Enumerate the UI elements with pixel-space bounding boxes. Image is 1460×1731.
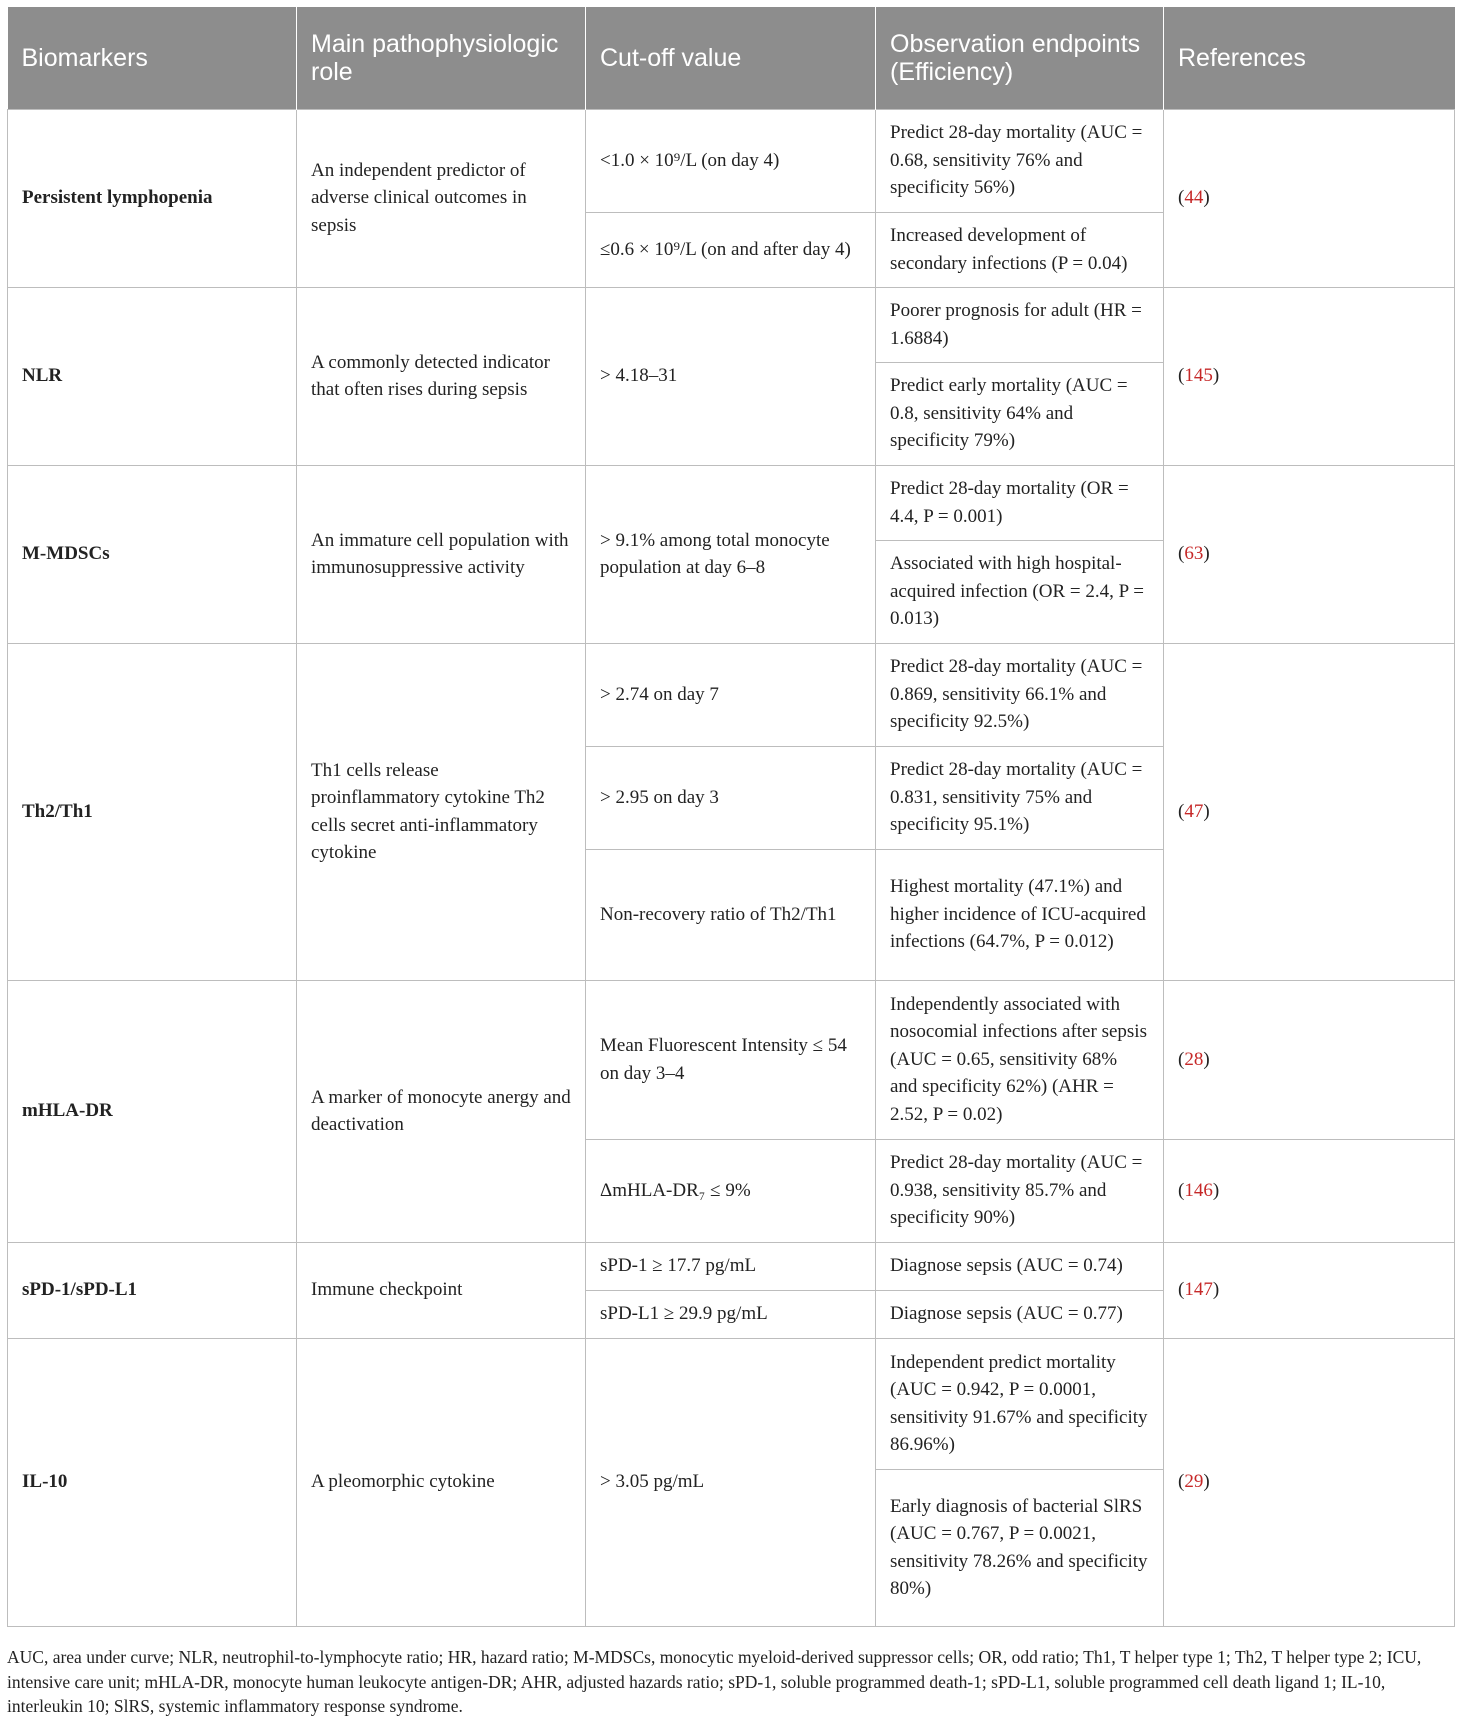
endpoint-cell: Predict 28-day mortality (AUC = 0.938, sensitivity 85.7% and specificity 90%) bbox=[876, 1139, 1164, 1242]
cutoff-cell: Non-recovery ratio of Th2/Th1 bbox=[586, 849, 876, 980]
biomarker-cell: Persistent lymphopenia bbox=[8, 109, 297, 287]
endpoint-cell: Predict 28-day mortality (OR = 4.4, P = 0.001) bbox=[876, 465, 1164, 540]
table-row bbox=[8, 465, 1455, 540]
role-cell: Th1 cells release proinflammatory cytokine Th2 cells secret anti-inflammatory cytokine bbox=[297, 643, 586, 980]
header-references: References bbox=[1164, 7, 1455, 109]
header-row bbox=[8, 7, 1455, 109]
role-cell: An immature cell population with immunosuppressive activity bbox=[297, 465, 586, 643]
endpoint-cell: Early diagnosis of bacterial SlRS (AUC = 0.767, P = 0.0021, sensitivity 78.26% and specificity 80%) bbox=[876, 1469, 1164, 1626]
biomarker-cell: Th2/Th1 bbox=[8, 643, 297, 980]
endpoint-cell: Increased development of secondary infections (P = 0.04) bbox=[876, 212, 1164, 287]
reference-cell: (44) bbox=[1164, 109, 1455, 287]
biomarker-table bbox=[7, 7, 1455, 1627]
cutoff-cell: > 9.1% among total monocyte population at day 6–8 bbox=[586, 465, 876, 643]
biomarker-cell: mHLA-DR bbox=[8, 980, 297, 1242]
reference-link[interactable]: 44 bbox=[1184, 187, 1204, 209]
reference-link[interactable]: 29 bbox=[1184, 1471, 1204, 1493]
cutoff-cell: > 2.74 on day 7 bbox=[586, 643, 876, 746]
biomarker-cell: M-MDSCs bbox=[8, 465, 297, 643]
reference-cell: (28) bbox=[1164, 980, 1455, 1139]
reference-cell: (29) bbox=[1164, 1338, 1455, 1626]
table-row bbox=[8, 1242, 1455, 1290]
endpoint-cell: Highest mortality (47.1%) and higher incidence of ICU-acquired infections (64.7%, P = 0.012) bbox=[876, 849, 1164, 980]
table-row bbox=[8, 643, 1455, 746]
role-cell: An independent predictor of adverse clinical outcomes in sepsis bbox=[297, 109, 586, 287]
reference-cell: (63) bbox=[1164, 465, 1455, 643]
cutoff-cell: ≤0.6 × 10⁹/L (on and after day 4) bbox=[586, 212, 876, 287]
endpoint-cell: Independently associated with nosocomial infections after sepsis (AUC = 0.65, sensitivity 68% and specificity 62%) (AHR = 2.52, P = 0.02) bbox=[876, 980, 1164, 1139]
biomarker-table-container bbox=[7, 7, 1454, 1627]
header-biomarkers: Biomarkers bbox=[8, 7, 297, 109]
endpoint-cell: Predict 28-day mortality (AUC = 0.68, sensitivity 76% and specificity 56%) bbox=[876, 109, 1164, 212]
table-row bbox=[8, 980, 1455, 1139]
endpoint-cell: Predict early mortality (AUC = 0.8, sensitivity 64% and specificity 79%) bbox=[876, 362, 1164, 465]
reference-link[interactable]: 146 bbox=[1184, 1179, 1213, 1201]
cutoff-cell: sPD-1 ≥ 17.7 pg/mL bbox=[586, 1242, 876, 1290]
reference-cell: (145) bbox=[1164, 287, 1455, 465]
biomarker-cell: IL-10 bbox=[8, 1338, 297, 1626]
cutoff-cell: > 4.18–31 bbox=[586, 287, 876, 465]
cutoff-cell: > 3.05 pg/mL bbox=[586, 1338, 876, 1626]
endpoint-cell: Poorer prognosis for adult (HR = 1.6884) bbox=[876, 287, 1164, 362]
role-cell: Immune checkpoint bbox=[297, 1242, 586, 1338]
endpoint-cell: Independent predict mortality (AUC = 0.942, P = 0.0001, sensitivity 91.67% and specificity 86.96%) bbox=[876, 1338, 1164, 1469]
reference-link[interactable]: 147 bbox=[1184, 1279, 1213, 1301]
cutoff-cell: <1.0 × 10⁹/L (on day 4) bbox=[586, 109, 876, 212]
cutoff-cell: sPD-L1 ≥ 29.9 pg/mL bbox=[586, 1290, 876, 1338]
header-endpoints: Observation endpoints (Efficiency) bbox=[876, 7, 1164, 109]
endpoint-cell: Predict 28-day mortality (AUC = 0.869, sensitivity 66.1% and specificity 92.5%) bbox=[876, 643, 1164, 746]
cutoff-cell: > 2.95 on day 3 bbox=[586, 746, 876, 849]
reference-link[interactable]: 145 bbox=[1184, 365, 1213, 387]
role-cell: A commonly detected indicator that often rises during sepsis bbox=[297, 287, 586, 465]
reference-link[interactable]: 63 bbox=[1184, 543, 1204, 565]
table-row bbox=[8, 287, 1455, 362]
biomarker-cell: NLR bbox=[8, 287, 297, 465]
cutoff-cell: ΔmHLA-DR₇ ≤ 9% bbox=[586, 1139, 876, 1242]
cutoff-cell: Mean Fluorescent Intensity ≤ 54 on day 3–4 bbox=[586, 980, 876, 1139]
table-footnote: AUC, area under curve; NLR, neutrophil-to-lymphocyte ratio; HR, hazard ratio; M-MDSCs, monocytic myeloid-derived suppressor cells; OR, odd ratio; Th1, T helper type 1; Th2, T helper type 2; ICU, intensive care unit; mHLA-DR, monocyte human leukocyte antigen-DR; AHR, adjusted hazards ratio; sPD-1, soluble programmed death-1; sPD-L1, soluble programmed cell death ligand 1; IL-10, interleukin 10; SlRS, systemic inflammatory response syndrome. bbox=[7, 1647, 1422, 1716]
reference-cell: (47) bbox=[1164, 643, 1455, 980]
biomarker-cell: sPD-1/sPD-L1 bbox=[8, 1242, 297, 1338]
endpoint-cell: Diagnose sepsis (AUC = 0.74) bbox=[876, 1242, 1164, 1290]
table-row bbox=[8, 109, 1455, 212]
reference-link[interactable]: 28 bbox=[1184, 1048, 1204, 1070]
reference-cell: (146) bbox=[1164, 1139, 1455, 1242]
table-row bbox=[8, 1338, 1455, 1469]
header-cutoff: Cut-off value bbox=[586, 7, 876, 109]
endpoint-cell: Diagnose sepsis (AUC = 0.77) bbox=[876, 1290, 1164, 1338]
reference-cell: (147) bbox=[1164, 1242, 1455, 1338]
reference-link[interactable]: 47 bbox=[1184, 800, 1204, 822]
role-cell: A marker of monocyte anergy and deactivation bbox=[297, 980, 586, 1242]
role-cell: A pleomorphic cytokine bbox=[297, 1338, 586, 1626]
header-role: Main pathophysiologic role bbox=[297, 7, 586, 109]
endpoint-cell: Associated with high hospital-acquired infection (OR = 2.4, P = 0.013) bbox=[876, 540, 1164, 643]
endpoint-cell: Predict 28-day mortality (AUC = 0.831, sensitivity 75% and specificity 95.1%) bbox=[876, 746, 1164, 849]
